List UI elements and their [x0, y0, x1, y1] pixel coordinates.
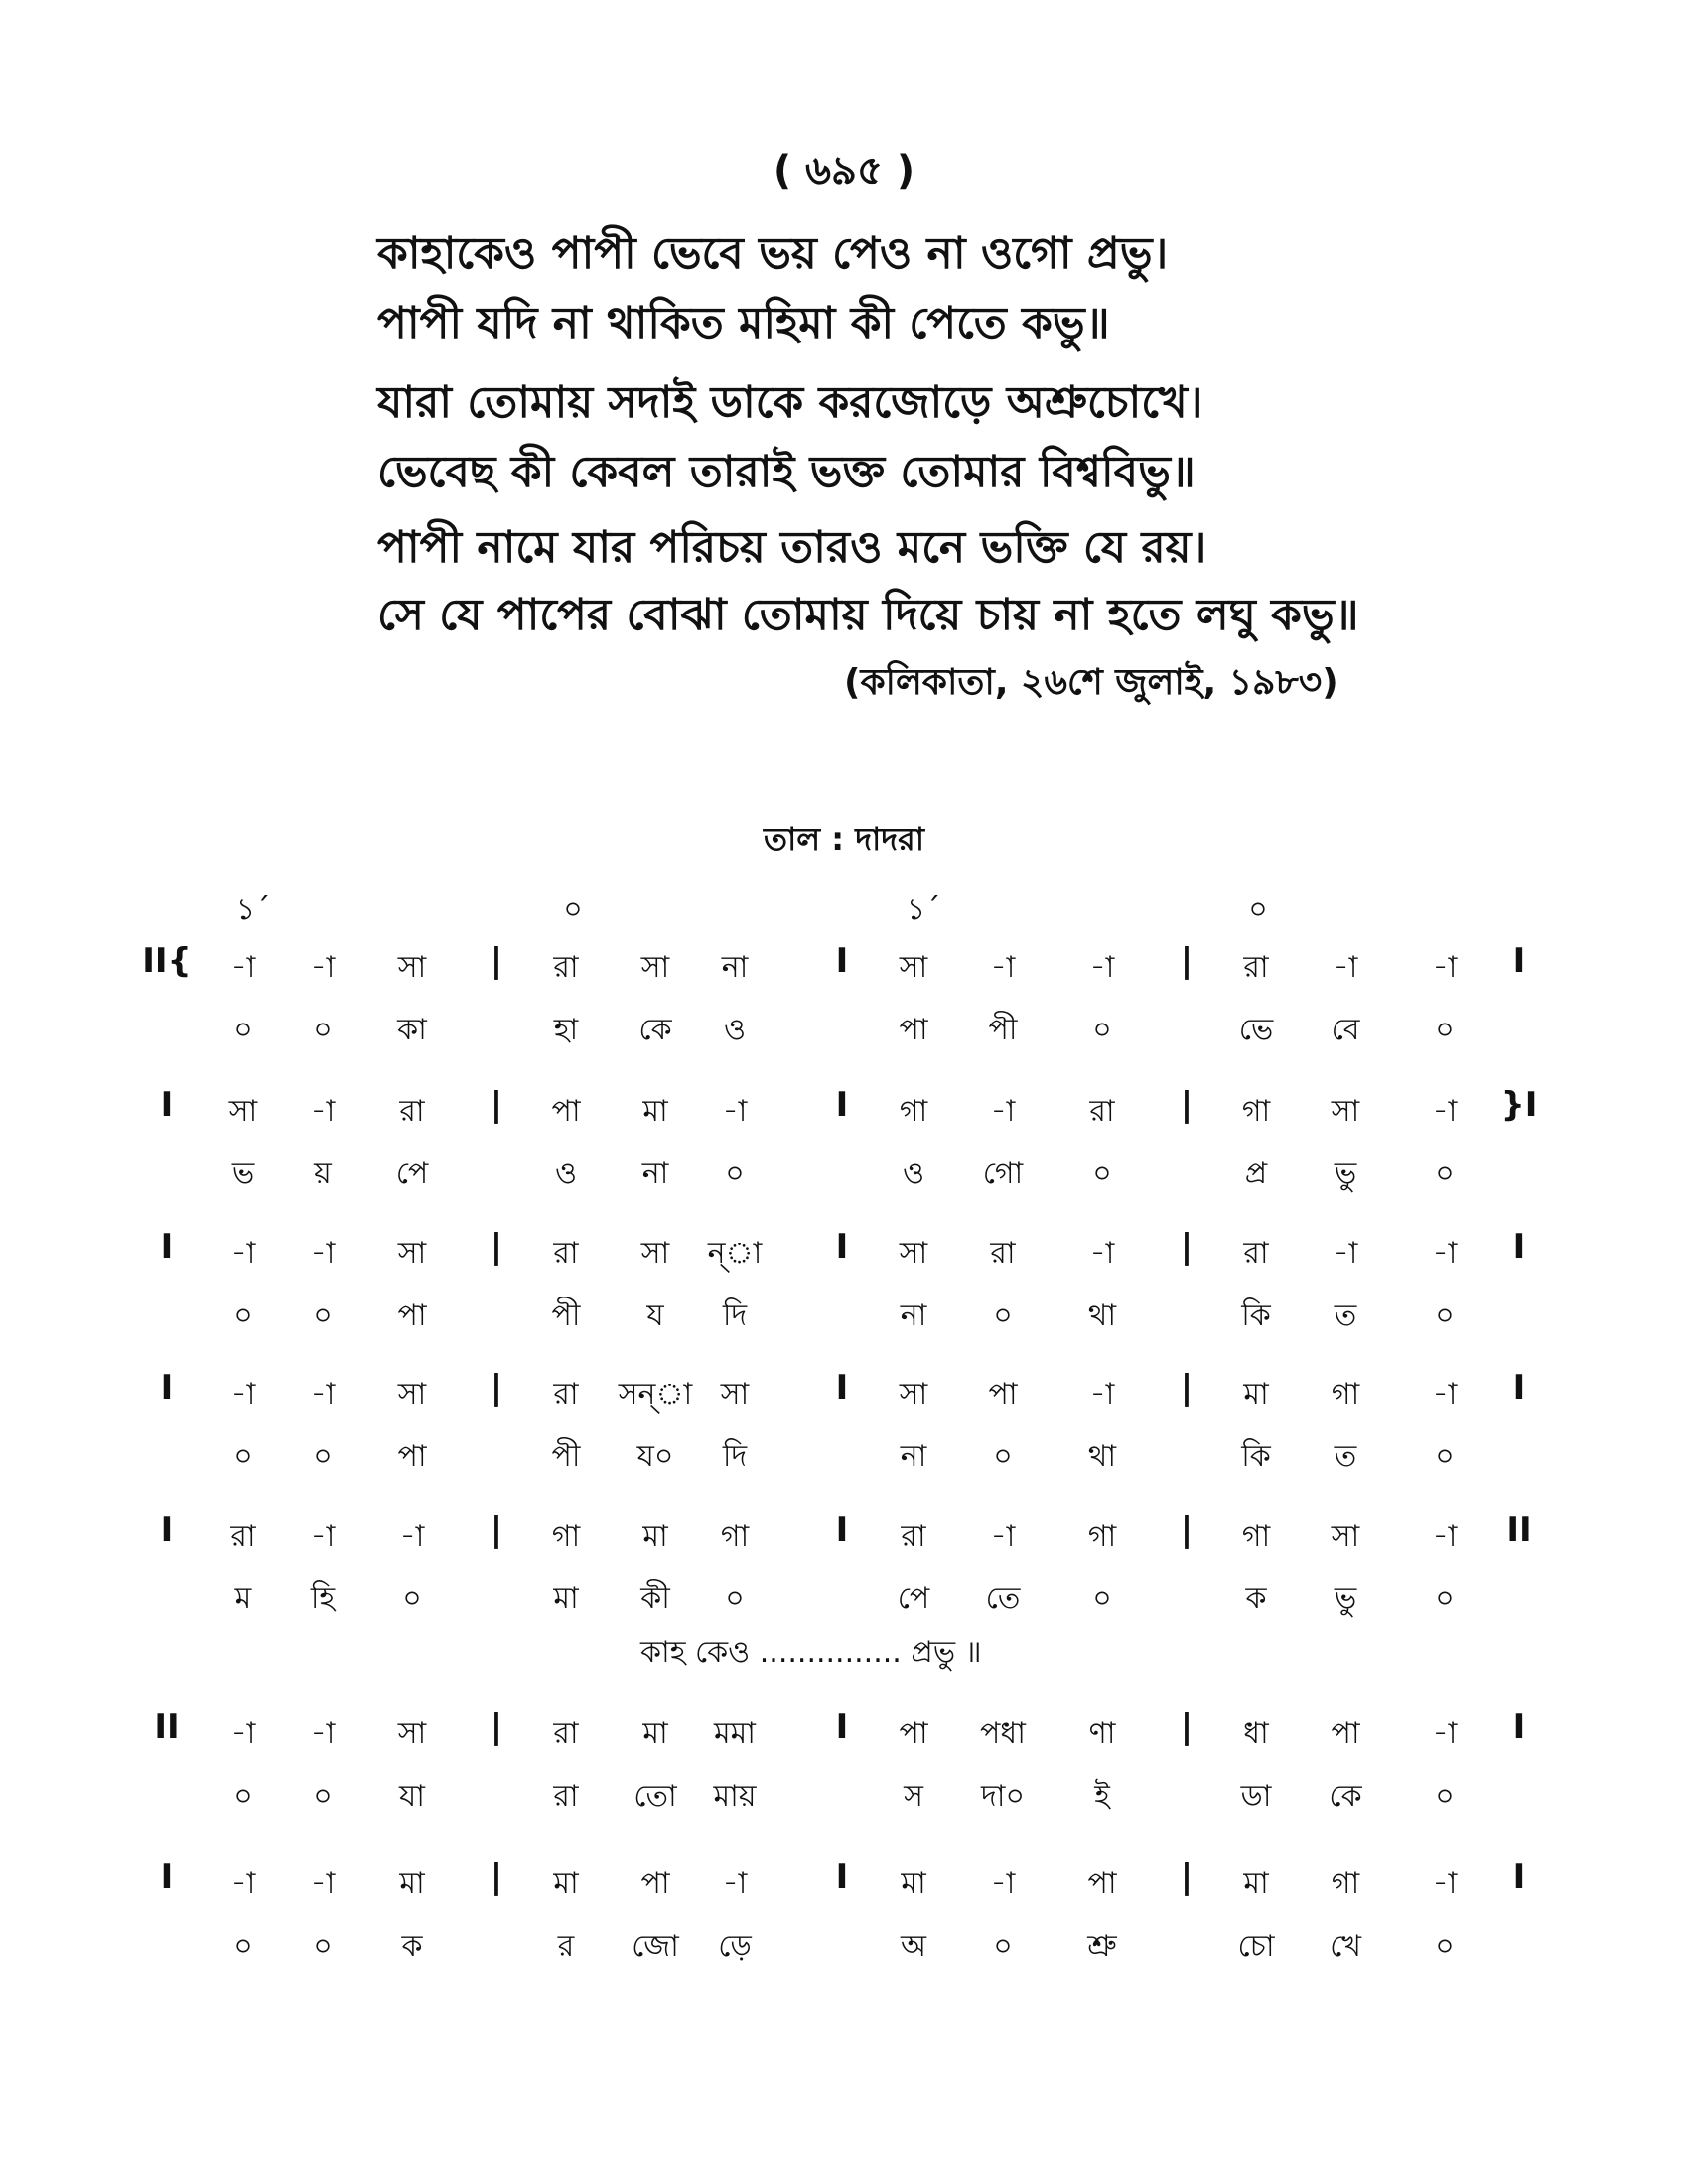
swara-note: মা: [642, 1094, 668, 1129]
lyric-syllable: পী: [551, 1298, 581, 1333]
lyric-syllable: ০: [1435, 1013, 1455, 1047]
swara-note: -া: [990, 950, 1016, 985]
lyric-syllable: ০: [313, 1779, 333, 1814]
bar-line: I: [1512, 1857, 1526, 1897]
swara-note: সা: [397, 1377, 427, 1412]
swara-note: রা: [901, 1519, 926, 1554]
lyric-syllable: ০: [725, 1157, 745, 1191]
lyric-syllable: কে: [638, 1013, 672, 1047]
lyric-line-6: সে যে পাপের বোঝা তোমায় দিয়ে চায় না হতে লঘু কভু॥: [377, 590, 1359, 640]
swara-note: -া: [1333, 1236, 1358, 1271]
swara-note: সা: [397, 1716, 427, 1751]
lyric-syllable: পা: [397, 1298, 427, 1333]
swara-note: গা: [1331, 1377, 1360, 1412]
lyric-syllable: পে: [395, 1157, 429, 1191]
lyric-syllable: য০: [636, 1439, 674, 1474]
lyric-syllable: কে: [1329, 1779, 1362, 1814]
bar-line: I: [835, 1510, 849, 1550]
beat-mark: ০: [563, 892, 583, 927]
swara-note: -া: [990, 1094, 1016, 1129]
lyric-syllable: ম: [234, 1581, 252, 1616]
lyric-syllable: হা: [553, 1013, 579, 1047]
lyric-syllable: ০: [313, 1439, 333, 1474]
swara-note: রা: [990, 1236, 1016, 1271]
swara-note: সা: [720, 1377, 750, 1412]
lyric-syllable: দা০: [981, 1779, 1025, 1814]
swara-note: মা: [901, 1866, 926, 1901]
bar-line: |: [1180, 1510, 1194, 1550]
swara-note: পা: [1331, 1716, 1360, 1751]
bar-line: I: [160, 1510, 174, 1550]
swara-note: সা: [228, 1094, 258, 1129]
swara-note: মা: [642, 1716, 668, 1751]
lyric-syllable: চো: [1237, 1929, 1275, 1964]
lyric-syllable: য: [646, 1298, 664, 1333]
lyric-syllable: বে: [1331, 1013, 1360, 1047]
lyric-syllable: থা: [1087, 1298, 1117, 1333]
swara-note: -া: [1432, 1236, 1458, 1271]
lyric-syllable: তো: [633, 1779, 677, 1814]
swara-note: -া: [310, 950, 336, 985]
lyric-syllable: ০: [233, 1013, 253, 1047]
lyric-line-1: কাহাকেও পাপী ভেবে ভয় পেও না ওগো প্রভু।: [377, 228, 1169, 279]
swara-note: -া: [1089, 950, 1115, 985]
lyric-syllable: পা: [397, 1439, 427, 1474]
lyric-syllable: ০: [1092, 1013, 1112, 1047]
lyric-syllable: ও: [902, 1157, 925, 1191]
lyric-syllable: তে: [985, 1581, 1021, 1616]
lyric-syllable: ও: [554, 1157, 578, 1191]
lyric-syllable: পে: [897, 1581, 930, 1616]
lyric-syllable: দি: [722, 1298, 748, 1333]
bar-line: |: [1180, 1227, 1194, 1267]
bar-line: I: [160, 1085, 174, 1125]
bar-line: |: [490, 941, 503, 981]
lyric-syllable: ০: [993, 1929, 1013, 1964]
bar-line: II: [1506, 1510, 1532, 1550]
lyric-syllable: ০: [1092, 1157, 1112, 1191]
beat-mark: ০: [1248, 892, 1268, 927]
bar-line: I: [835, 1707, 849, 1747]
lyric-syllable: ত: [1334, 1298, 1357, 1333]
lyric-syllable: ০: [1092, 1581, 1112, 1616]
swara-note: -া: [310, 1716, 336, 1751]
bar-line: I: [835, 1857, 849, 1897]
bar-line: |: [1180, 1368, 1194, 1408]
bar-line: II{: [142, 941, 192, 981]
lyric-syllable: ভু: [1334, 1157, 1357, 1191]
lyric-syllable: রা: [553, 1779, 579, 1814]
lyric-syllable: ০: [233, 1929, 253, 1964]
swara-note: পা: [640, 1866, 670, 1901]
bar-line: I: [835, 1227, 849, 1267]
lyric-line-4: ভেবেছ কী কেবল তারাই ভক্ত তোমার বিশ্ববিভু॥: [377, 447, 1196, 497]
swara-note: -া: [310, 1236, 336, 1271]
lyric-syllable: কা: [397, 1013, 427, 1047]
refrain-note: কাহ কেও ............... প্রভু ॥: [640, 1635, 982, 1670]
bar-line: |: [1180, 1085, 1194, 1125]
lyric-syllable: দি: [722, 1439, 748, 1474]
bar-line: I: [835, 1085, 849, 1125]
lyric-syllable: পী: [551, 1439, 581, 1474]
swara-note: -া: [1333, 950, 1358, 985]
lyric-syllable: ভে: [1238, 1013, 1274, 1047]
lyric-syllable: প্র: [1244, 1157, 1268, 1191]
swara-note: রা: [1243, 1236, 1269, 1271]
swara-note: -া: [230, 1716, 256, 1751]
swara-note: -া: [1432, 1866, 1458, 1901]
swara-note: পধা: [980, 1716, 1026, 1751]
bar-line: |: [490, 1085, 503, 1125]
lyric-syllable: ০: [233, 1298, 253, 1333]
lyric-syllable: শ্রু: [1087, 1929, 1117, 1964]
lyric-syllable: গো: [982, 1157, 1024, 1191]
swara-note: সা: [640, 1236, 670, 1271]
lyric-syllable: ০: [233, 1439, 253, 1474]
lyric-syllable: খে: [1330, 1929, 1361, 1964]
swara-note: -া: [1432, 1094, 1458, 1129]
lyric-syllable: ক: [1245, 1581, 1267, 1616]
swara-note: -া: [230, 1866, 256, 1901]
lyric-syllable: কি: [1241, 1298, 1271, 1333]
swara-note: পা: [988, 1377, 1018, 1412]
swara-note: -া: [1432, 1716, 1458, 1751]
swara-note: ধা: [1243, 1716, 1269, 1751]
swara-note: সা: [1331, 1094, 1360, 1129]
lyric-syllable: মায়: [713, 1779, 757, 1814]
lyric-syllable: ড়ে: [718, 1929, 752, 1964]
swara-note: না: [721, 950, 749, 985]
swara-note: ন্া: [707, 1236, 763, 1271]
swara-note: -া: [722, 1094, 748, 1129]
swara-note: রা: [399, 1094, 425, 1129]
swara-note: মা: [1243, 1866, 1269, 1901]
bar-line: I: [160, 1227, 174, 1267]
lyric-syllable: জো: [632, 1929, 679, 1964]
lyric-syllable: র: [557, 1929, 575, 1964]
lyric-syllable: না: [641, 1157, 669, 1191]
swara-note: মা: [399, 1866, 425, 1901]
swara-note: -া: [1089, 1377, 1115, 1412]
beat-mark: ১´: [906, 892, 941, 927]
lyric-syllable: ত: [1334, 1439, 1357, 1474]
bar-line: I: [1512, 1707, 1526, 1747]
lyric-syllable: ০: [1435, 1581, 1455, 1616]
song-number: ( ৬৯৫ ): [773, 148, 915, 194]
lyric-syllable: ও: [723, 1013, 747, 1047]
swara-note: ণা: [1088, 1716, 1116, 1751]
lyric-syllable: ০: [993, 1298, 1013, 1333]
swara-note: -া: [310, 1094, 336, 1129]
bar-line: I: [1512, 1368, 1526, 1408]
swara-note: -া: [310, 1519, 336, 1554]
lyric-syllable: ভু: [1334, 1581, 1357, 1616]
bar-line: |: [490, 1227, 503, 1267]
swara-note: -া: [1432, 1377, 1458, 1412]
lyric-syllable: অ: [901, 1929, 926, 1964]
lyric-syllable: মা: [553, 1581, 579, 1616]
swara-note: পা: [551, 1094, 581, 1129]
swara-note: সা: [640, 950, 670, 985]
bar-line: I: [835, 941, 849, 981]
lyric-syllable: ০: [725, 1581, 745, 1616]
swara-note: -া: [230, 1236, 256, 1271]
lyric-line-2: পাপী যদি না থাকিত মহিমা কী পেতে কভু॥: [377, 298, 1110, 348]
swara-note: মমা: [713, 1716, 757, 1751]
swara-note: -া: [399, 1519, 425, 1554]
swara-note: সা: [899, 1377, 928, 1412]
swara-note: সন্া: [618, 1377, 693, 1412]
swara-note: পা: [899, 1716, 928, 1751]
bar-line: |: [490, 1707, 503, 1747]
swara-note: -া: [230, 950, 256, 985]
beat-mark: ১´: [235, 892, 271, 927]
lyric-line-3: যারা তোমায় সদাই ডাকে করজোড়ে অশ্রুচোখে।: [377, 377, 1203, 428]
lyric-syllable: ক: [401, 1929, 423, 1964]
swara-note: -া: [722, 1866, 748, 1901]
swara-note: রা: [553, 1236, 579, 1271]
swara-note: -া: [990, 1866, 1016, 1901]
lyric-line-5: পাপী নামে যার পরিচয় তারও মনে ভক্তি যে রয়।: [377, 522, 1207, 573]
lyric-syllable: ০: [313, 1298, 333, 1333]
lyric-syllable: থা: [1087, 1439, 1117, 1474]
lyric-syllable: ০: [313, 1929, 333, 1964]
lyric-syllable: স: [904, 1779, 923, 1814]
lyric-syllable: ০: [233, 1779, 253, 1814]
swara-note: রা: [1089, 1094, 1115, 1129]
swara-note: গা: [899, 1094, 928, 1129]
place-date: (কলিকাতা, ২৬শে জুলাই, ১৯৮৩): [844, 662, 1338, 703]
swara-note: -া: [990, 1519, 1016, 1554]
swara-note: মা: [642, 1519, 668, 1554]
swara-note: সা: [397, 1236, 427, 1271]
swara-note: গা: [551, 1519, 581, 1554]
lyric-syllable: কি: [1241, 1439, 1271, 1474]
lyric-syllable: হি: [310, 1581, 336, 1616]
swara-note: গা: [1241, 1094, 1271, 1129]
lyric-syllable: য়: [314, 1157, 332, 1191]
lyric-syllable: ভ: [231, 1157, 255, 1191]
swara-note: -া: [1432, 950, 1458, 985]
tal-heading: তাল : দাদরা: [764, 820, 924, 858]
swara-note: পা: [1087, 1866, 1117, 1901]
swara-note: রা: [553, 1716, 579, 1751]
swara-note: সা: [1331, 1519, 1360, 1554]
swara-note: রা: [553, 1377, 579, 1412]
bar-line: |: [490, 1857, 503, 1897]
lyric-syllable: ০: [1435, 1929, 1455, 1964]
bar-line: I: [1512, 941, 1526, 981]
bar-line: |: [490, 1368, 503, 1408]
bar-line: }I: [1500, 1085, 1538, 1125]
swara-note: মা: [1243, 1377, 1269, 1412]
swara-note: গা: [1331, 1866, 1360, 1901]
swara-note: -া: [1432, 1519, 1458, 1554]
lyric-syllable: ডা: [1240, 1779, 1272, 1814]
lyric-syllable: ০: [1435, 1779, 1455, 1814]
lyric-syllable: পা: [899, 1013, 928, 1047]
swara-note: -া: [1089, 1236, 1115, 1271]
swara-note: মা: [553, 1866, 579, 1901]
lyric-syllable: ০: [1435, 1439, 1455, 1474]
bar-line: I: [1512, 1227, 1526, 1267]
lyric-syllable: পী: [988, 1013, 1018, 1047]
swara-note: সা: [899, 1236, 928, 1271]
swara-note: সা: [899, 950, 928, 985]
swara-note: সা: [397, 950, 427, 985]
lyric-syllable: ০: [1435, 1157, 1455, 1191]
bar-line: |: [1180, 1857, 1194, 1897]
lyric-syllable: ০: [402, 1581, 422, 1616]
swara-note: -া: [230, 1377, 256, 1412]
bar-line: I: [835, 1368, 849, 1408]
lyric-syllable: না: [900, 1298, 927, 1333]
lyric-syllable: না: [900, 1439, 927, 1474]
swara-note: রা: [1243, 950, 1269, 985]
bar-line: I: [160, 1368, 174, 1408]
bar-line: II: [154, 1707, 180, 1747]
bar-line: I: [160, 1857, 174, 1897]
swara-note: রা: [553, 950, 579, 985]
bar-line: |: [490, 1510, 503, 1550]
bar-line: |: [1180, 941, 1194, 981]
lyric-syllable: ০: [1435, 1298, 1455, 1333]
lyric-syllable: ০: [313, 1013, 333, 1047]
swara-note: -া: [310, 1866, 336, 1901]
lyric-syllable: ই: [1094, 1779, 1110, 1814]
lyric-syllable: যা: [399, 1779, 425, 1814]
swara-note: গা: [1241, 1519, 1271, 1554]
bar-line: |: [1180, 1707, 1194, 1747]
swara-note: গা: [720, 1519, 750, 1554]
swara-note: -া: [310, 1377, 336, 1412]
swara-note: রা: [230, 1519, 256, 1554]
swara-note: গা: [1087, 1519, 1117, 1554]
lyric-syllable: ০: [993, 1439, 1013, 1474]
lyric-syllable: কী: [640, 1581, 670, 1616]
